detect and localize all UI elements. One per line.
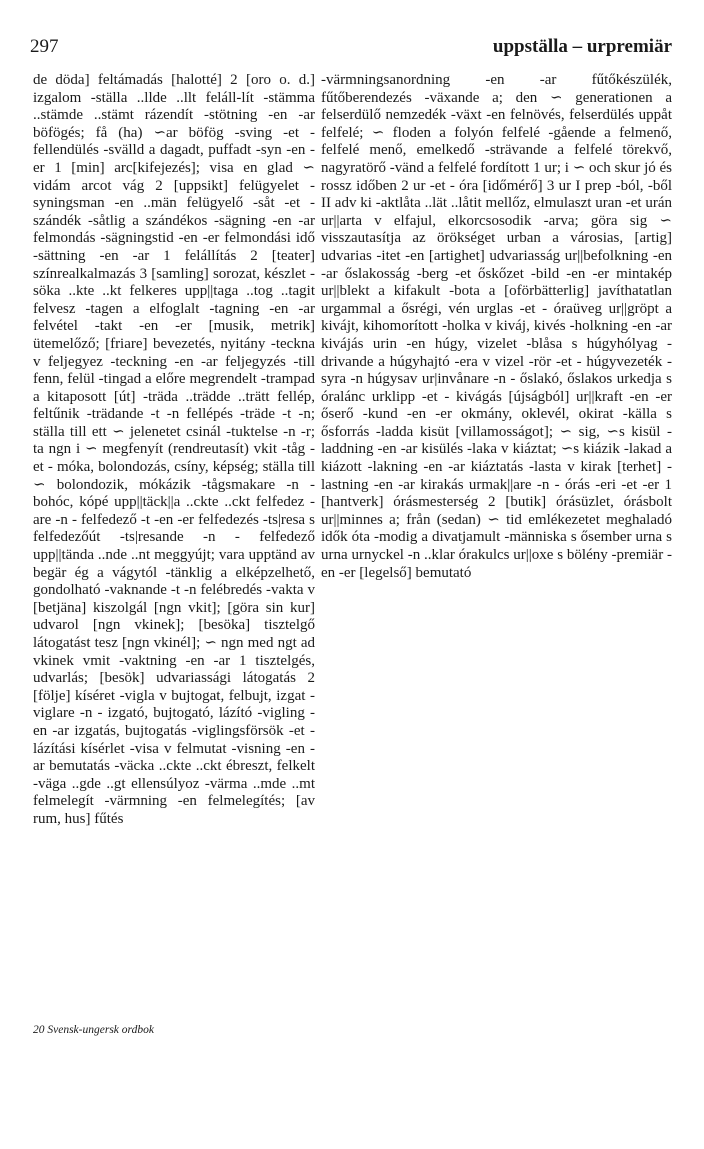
footer-signature: 20 Svensk-ungersk ordbok xyxy=(33,1024,154,1036)
running-title: uppställa – urpremiär xyxy=(492,36,672,57)
right-column xyxy=(321,72,672,582)
left-column xyxy=(33,72,315,829)
left-column-text: de döda] feltámadás [halotté] 2 [oro o. d.] izgalom -ställa ..llde ..llt feláll-lít -stämma ..stämde ..stämt rázendít -stötning -en -ar böfögés; få (ha) ∽ar böfög -sving -et - fellendülés -svälld a dagadt, puffadt -syn -en -er 1 [min] arc[kifejezés]; visa en glad ∽ vidám arcot vág 2 [uppsikt] felügyelet -syningsman -en ..män felügyelő -såt -et - szándék -såtlig a szándékos -sägning -en -ar felmondás -sägningstid -en -er felmondási idő -sättning -en -ar 1 felállítás 2 [teater] színrealkalmazás 3 [samling] sorozat, készlet -söka ..kte ..kt felkeres upp||taga ..tog ..tagit felvesz -tagen a elfoglalt -tagning -en -ar felvétel -takt -en -er [musik, metrik] ütemelőző; [friare] bevezetés, nyitány -teckna v feljegyez -teckning -en -ar feljegyzés -till fenn, felül -tingad a előre megrendelt -trampad a kitaposott [út] -träda ..trädde ..trätt fellép, feltűnik -trädande -t -n fellépés -träde -t -n; ställa till ett ∽ jelenetet csinál -tuktelse -n -r; ta ngn i ∽ megfenyít (rendreutasít) vkit -tåg -et - móka, bolondozás, csíny, képség; ställa till ∽ bolondozik, mókázik -tågsmakare -n - bohóc, kópé upp||täck||a ..ckte ..ckt felfedez -are -n - felfedező -t -en -er felfedezés -ts|resa s felfedezőút -ts|resande -n - felfedező upp||tända ..nde ..nt meggyújt; vara upptänd av begär ég a vágytól -tänklig a elképzelhető, gondolható -vaknande -t -n felébredés -vakta v [betjäna] kiszolgál [ngn vkit]; [göra sin kur] udvarol [ngn vkinek]; [besöka] tisztelgő látogatást tesz [ngn vkinél]; ∽ ngn med ngt ad vkinek vmit -vaktning -en -ar 1 tisztelgés, udvarlás; [besök] udvariassági látogatás 2 [följe] kíséret -vigla v bujtogat, felbujt, izgat -viglare -n - izgató, bujtogató, lázító -vigling -en -ar izgatás, bujtogatás -viglingsförsök -et - lázítási kísérlet -visa v felmutat -visning -en -ar bemutatás -väcka ..ckte ..ckt ébreszt, felkelt -väga ..gde ..gt ellensúlyoz -värma ..mde ..mt felmelegít -värmning -en felmelegítés; [av rum, hus] fűtés xyxy=(33,72,315,827)
right-column-text: -värmningsanordning -en -ar fűtőkészülék, fűtőberendezés -växande a; den ∽ generationen a felserdülő nemzedék -växt -en felnövés, felserdülés uppåt felfelé; ∽ floden a folyón felfelé -gående a felmenő, felfelé menő, emelkedő -strävande a felfelé törekvő, nagyratörő -vänd a felfelé fordított 1 ur; i ∽ och skur jó és rossz időben 2 ur -et - óra [időmérő] 3 ur I prep -ból, -ből II adv ki -aktlåta ..lät ..låtit mellőz, elmulaszt uran -et urán ur||arta v elfajul, elkorcsosodik -arva; göra sig ∽ visszautasítja az örökséget urban a városias, [artig] udvarias -itet -en [artighet] udvariasság ur||befolkning -en -ar őslakosság -berg -et őskőzet -bild -en -er mintakép ur||blekt a kifakult -bota a [oförbätterlig] javíthatatlan urgammal a ősrégi, vén urglas -et - óraüveg ur||gröpt a kivájt, kihomorított -holka v kiváj, kivés -holkning -en -ar kivájás urin -en húgy, vizelet -blåsa s húgyhólyag -drivande a húgyhajtó -era v vizel -rör -et - húgyvezeték -syra -n húgysav ur|invånare -n - őslakó, őslakos urkedja s óralánc urklipp -et - kivágás [újságból] ur||kraft -en -er őserő -kund -en -er okmány, oklevél, okirat -källa s ősforrás -ladda kisüt [villamosságot]; ∽ sig, ∽s kisül -laddning -en -ar kisülés -laka v kiáztat; ∽s kiázik -lakad a kiázott -lakning -en -ar kiáztatás -lasta v kirak [terhet] -lastning -en -ar kirakás urmak||are -n - órás -eri -et -er 1 [hantverk] órásmesterség 2 [butik] órásüzlet, órásbolt ur||minnes a; från (sedan) ∽ tid emlékezetet meghaladó idők óta -modig a divatjamult -människa s ősember urna s urna urnyckel -n ..klar órakulcs ur||oxe s bölény -premiär -en -er [legelső] bemutató xyxy=(321,72,672,581)
page-number: 297 xyxy=(30,36,59,57)
